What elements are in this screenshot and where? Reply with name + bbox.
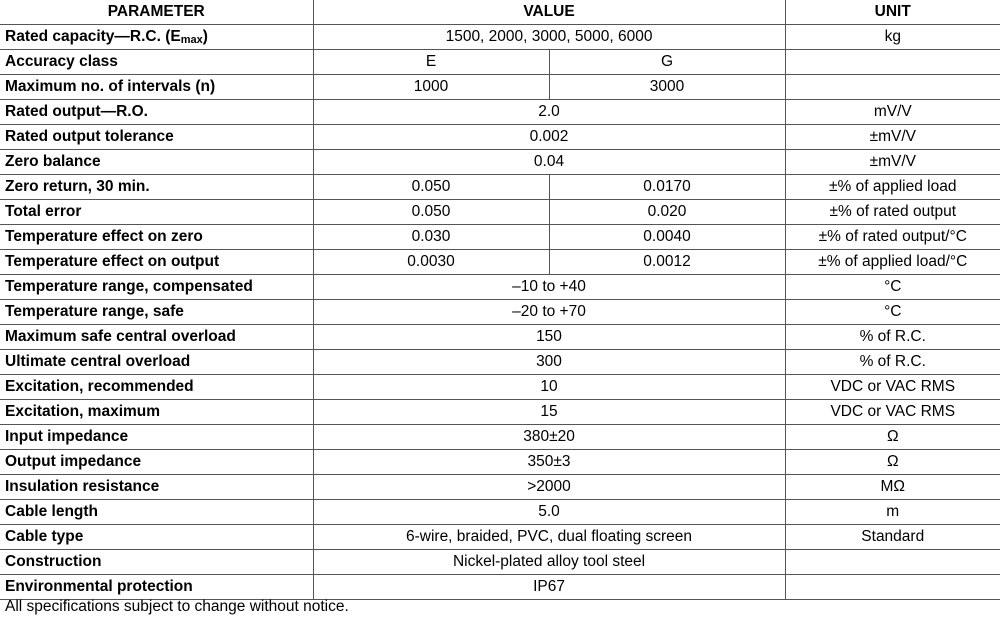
row-unit: MΩ <box>785 475 1000 500</box>
row-value: 300 <box>313 350 785 375</box>
table-row <box>0 250 1000 275</box>
row-unit: ±% of rated output <box>785 200 1000 225</box>
row-value: 0.002 <box>313 125 785 150</box>
row-unit: ±% of applied load <box>785 175 1000 200</box>
row-unit: % of R.C. <box>785 350 1000 375</box>
row-value: Nickel-plated alloy tool steel <box>313 550 785 575</box>
row-value-class-g: 0.020 <box>549 200 785 225</box>
table-row <box>0 175 1000 200</box>
table-row <box>0 375 1000 400</box>
row-param: Ultimate central overload <box>0 350 313 375</box>
row-param: Accuracy class <box>0 50 313 75</box>
row-value-class-e: 0.0030 <box>313 250 549 275</box>
row-param: Excitation, recommended <box>0 375 313 400</box>
row-unit: Standard <box>785 525 1000 550</box>
row-param: Maximum safe central overload <box>0 325 313 350</box>
table-header-row <box>0 0 1000 25</box>
row-unit <box>785 575 1000 600</box>
table-row <box>0 200 1000 225</box>
row-unit: kg <box>785 25 1000 50</box>
row-unit: ±mV/V <box>785 125 1000 150</box>
header-parameter: PARAMETER <box>0 0 313 25</box>
table-row <box>0 50 1000 75</box>
table-row <box>0 100 1000 125</box>
row-unit <box>785 50 1000 75</box>
row-unit <box>785 75 1000 100</box>
row-unit: ±% of applied load/°C <box>785 250 1000 275</box>
table-body <box>0 25 1000 600</box>
row-value: IP67 <box>313 575 785 600</box>
row-param: Temperature effect on output <box>0 250 313 275</box>
row-value: 380±20 <box>313 425 785 450</box>
row-value: 10 <box>313 375 785 400</box>
param-tail: ) <box>202 27 208 45</box>
table-row <box>0 25 1000 50</box>
row-unit: VDC or VAC RMS <box>785 375 1000 400</box>
row-value-class-e: 0.050 <box>313 175 549 200</box>
row-value: 2.0 <box>313 100 785 125</box>
footnote: All specifications subject to change without notice. <box>5 598 349 615</box>
table-row <box>0 450 1000 475</box>
row-value: 6-wire, braided, PVC, dual floating screen <box>313 525 785 550</box>
row-value: 350±3 <box>313 450 785 475</box>
row-param: Zero balance <box>0 150 313 175</box>
row-value-class-e: E <box>313 50 549 75</box>
row-value: –20 to +70 <box>313 300 785 325</box>
row-unit: % of R.C. <box>785 325 1000 350</box>
row-value-class-e: 0.050 <box>313 200 549 225</box>
row-unit: Ω <box>785 450 1000 475</box>
row-unit: °C <box>785 275 1000 300</box>
row-unit <box>785 550 1000 575</box>
param-text: Rated capacity—R.C. (E <box>5 27 181 45</box>
row-value-class-g: G <box>549 50 785 75</box>
row-param: Cable type <box>0 525 313 550</box>
table-row <box>0 275 1000 300</box>
row-param: Maximum no. of intervals (n) <box>0 75 313 100</box>
row-unit: mV/V <box>785 100 1000 125</box>
row-unit: VDC or VAC RMS <box>785 400 1000 425</box>
row-param: Total error <box>0 200 313 225</box>
row-unit: ±mV/V <box>785 150 1000 175</box>
table-row <box>0 425 1000 450</box>
row-param: Rated output tolerance <box>0 125 313 150</box>
row-value-class-g: 0.0040 <box>549 225 785 250</box>
table-row <box>0 225 1000 250</box>
row-param: Output impedance <box>0 450 313 475</box>
row-value-class-g: 0.0170 <box>549 175 785 200</box>
row-param: Environmental protection <box>0 575 313 600</box>
table-row <box>0 525 1000 550</box>
header-unit: UNIT <box>785 0 1000 25</box>
row-value-class-g: 0.0012 <box>549 250 785 275</box>
table-row <box>0 550 1000 575</box>
row-param: Zero return, 30 min. <box>0 175 313 200</box>
table-row <box>0 500 1000 525</box>
row-unit: ±% of rated output/°C <box>785 225 1000 250</box>
row-param: Construction <box>0 550 313 575</box>
row-param <box>0 25 313 50</box>
row-param: Excitation, maximum <box>0 400 313 425</box>
row-value: 150 <box>313 325 785 350</box>
row-value: 5.0 <box>313 500 785 525</box>
table-row <box>0 350 1000 375</box>
table-row <box>0 325 1000 350</box>
row-param: Temperature range, compensated <box>0 275 313 300</box>
row-param: Input impedance <box>0 425 313 450</box>
row-param: Temperature effect on zero <box>0 225 313 250</box>
row-unit: Ω <box>785 425 1000 450</box>
row-value-class-e: 1000 <box>313 75 549 100</box>
row-param: Temperature range, safe <box>0 300 313 325</box>
row-param: Insulation resistance <box>0 475 313 500</box>
row-value: 0.04 <box>313 150 785 175</box>
table-row <box>0 475 1000 500</box>
row-value: >2000 <box>313 475 785 500</box>
row-value: 15 <box>313 400 785 425</box>
table-row <box>0 75 1000 100</box>
table-row <box>0 300 1000 325</box>
table-row <box>0 400 1000 425</box>
row-unit: °C <box>785 300 1000 325</box>
row-value-class-g: 3000 <box>549 75 785 100</box>
header-value: VALUE <box>313 0 785 25</box>
table-row <box>0 125 1000 150</box>
row-value-class-e: 0.030 <box>313 225 549 250</box>
row-unit: m <box>785 500 1000 525</box>
row-value: –10 to +40 <box>313 275 785 300</box>
row-param: Rated output—R.O. <box>0 100 313 125</box>
param-subscript: max <box>180 33 203 46</box>
table-row <box>0 150 1000 175</box>
row-param: Cable length <box>0 500 313 525</box>
table-row <box>0 575 1000 600</box>
row-value: 1500, 2000, 3000, 5000, 6000 <box>313 25 785 50</box>
